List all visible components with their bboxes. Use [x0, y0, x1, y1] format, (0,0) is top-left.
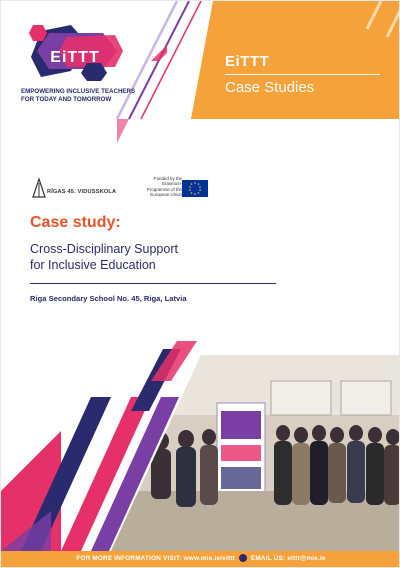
school-crest-icon	[27, 177, 145, 199]
footer-contact	[1, 554, 400, 563]
banner-divider	[225, 74, 380, 75]
eu-flag-icon	[182, 180, 208, 197]
footer-website-link[interactable]: FOR MORE INFORMATION VISIT: www.mie.ie/eittt	[76, 555, 235, 563]
banner-subtitle: Case Studies	[225, 79, 315, 96]
case-study-title-line-2: for Inclusive Education	[30, 258, 156, 272]
footer-email-link[interactable]: EMAIL US: eittt@mie.ie	[250, 555, 326, 563]
banner-title: EiTTT	[225, 53, 270, 70]
logo-wordmark: EiTTT	[50, 49, 100, 66]
case-study-label: Case study:	[30, 214, 121, 231]
orange-banner	[191, 1, 400, 119]
case-study-location: Riga Secondary School No. 45, Riga, Latvia	[30, 294, 187, 303]
case-study-divider	[30, 283, 276, 284]
mail-icon	[239, 554, 247, 562]
school-name: RĪGAS 45. VIDUSSKOLA	[47, 189, 117, 195]
tagline: EMPOWERING INCLUSIVE TEACHERS FOR TODAY AND TOMORROW	[21, 88, 136, 103]
eu-funding-text: Funded by the Erasmus+ Programme of the European Union	[146, 176, 182, 198]
group-photo	[1, 341, 400, 551]
case-study-title-line-1: Cross-Disciplinary Support	[30, 242, 178, 256]
